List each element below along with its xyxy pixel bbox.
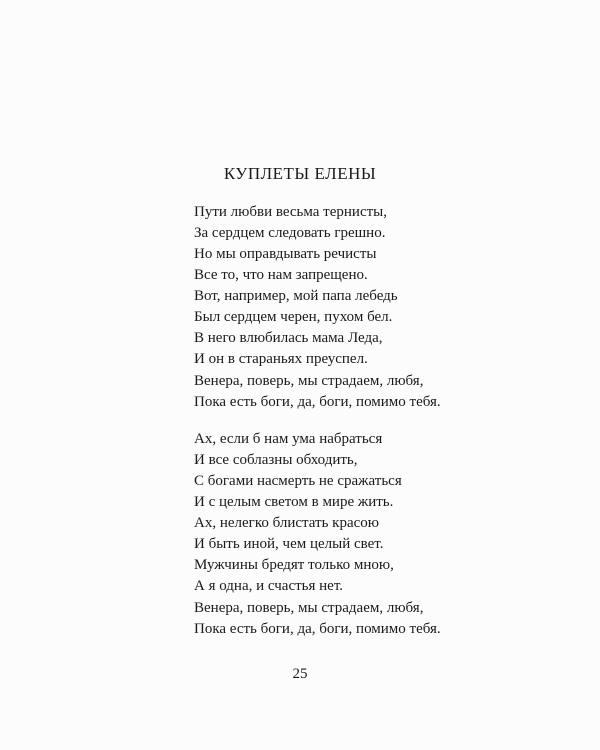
poem-line: За сердцем следовать грешно. (194, 225, 386, 241)
refrain (194, 598, 441, 640)
poem-title: КУПЛЕТЫ ЕЛЕНЫ (223, 164, 377, 183)
poem-line: Пока есть боги, да, боги, помимо тебя. (194, 394, 441, 410)
poem-line: А я одна, и счастья нет. (194, 578, 344, 594)
poem-line: Венера, поверь, мы страдаем, любя, (194, 373, 424, 389)
poem-line: Мужчины бредят только мною, (194, 557, 394, 573)
poem-line: И с целым светом в мире жить. (194, 494, 394, 510)
stanza (194, 429, 402, 597)
poem-line: Был сердцем черен, пухом бел. (194, 309, 393, 325)
poem-line: Но мы оправдывать речисты (194, 246, 377, 262)
poem-line: С богами насмерть не сражаться (194, 473, 402, 489)
poem-line: И он в стараньях преуспел. (194, 351, 368, 367)
page-number: 25 (292, 666, 308, 682)
poem-line: Ах, нелегко блистать красою (194, 515, 379, 531)
poem-line: Ах, если б нам ума набраться (194, 431, 383, 447)
poem-line: И все соблазны обходить, (194, 452, 358, 468)
poem-line: Вот, например, мой папа лебедь (194, 288, 398, 304)
stanza (194, 202, 398, 370)
refrain (194, 371, 441, 413)
poem-line: И быть иной, чем целый свет. (194, 536, 384, 552)
poem-line: Венера, поверь, мы страдаем, любя, (194, 600, 424, 616)
poem-line: Все то, что нам запрещено. (194, 267, 368, 283)
poem-line: Пути любви весьма тернисты, (194, 204, 387, 220)
poem-line: В него влюбилась мама Леда, (194, 330, 383, 346)
poem-line: Пока есть боги, да, боги, помимо тебя. (194, 621, 441, 637)
